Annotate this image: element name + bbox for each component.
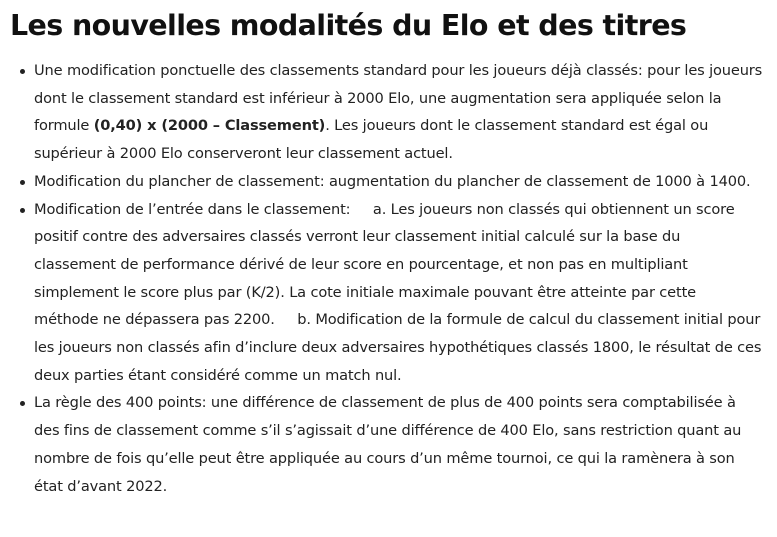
list-item — [34, 389, 763, 500]
formula: (0,40) x (2000 – Classement) — [93, 117, 326, 135]
list-item-text: . Les joueurs dont le classement standard est égal ou supérieur à 2000 Elo conserveront leur classement actuel. — [34, 117, 709, 163]
list-item — [34, 196, 766, 390]
list-item-text: Modification du plancher de classement: augmentation du plancher de classement de 1000 à 1400. — [34, 172, 751, 190]
modalites-list — [10, 57, 766, 500]
list-item-text: Modification de l’entrée dans le classement: a. Les joueurs non classés qui obtiennent un score positif contre des adversaires classés verront leur classement initial calculé sur la base du classement de performance dérivé de leur score en pourcentage, et non pas en multipliant simplement le score plus par (K/2). La cote initiale maximale pouvant être atteinte par cette méthode ne dépassera pas 2200. b. Modification de la formule de calcul du classement initial pour les joueurs non classés afin d’inclure deux adversaires hypothétiques classés 1800, le résultat de ces deux parties étant considéré comme un match nul. — [34, 200, 766, 384]
list-item-text: Une modification ponctuelle des classements standard pour les joueurs déjà classés: pour les joueurs dont le classement standard est inférieur à 2000 Elo, une augmentation sera appliquée selon la formule — [34, 62, 763, 135]
page-title: Les nouvelles modalités du Elo et des titres — [10, 9, 687, 42]
list-item-text: La règle des 400 points: une différence de classement de plus de 400 points sera comptabilisée à des fins de classement comme s’il s’agissait d’une différence de 400 Elo, sans restriction quant au nombre de fois qu’elle peut être appliquée au cours d’un même tournoi, ce qui la ramènera à son état d’avant 2022. — [34, 394, 742, 495]
list-item — [34, 57, 763, 168]
list-item — [34, 168, 763, 196]
